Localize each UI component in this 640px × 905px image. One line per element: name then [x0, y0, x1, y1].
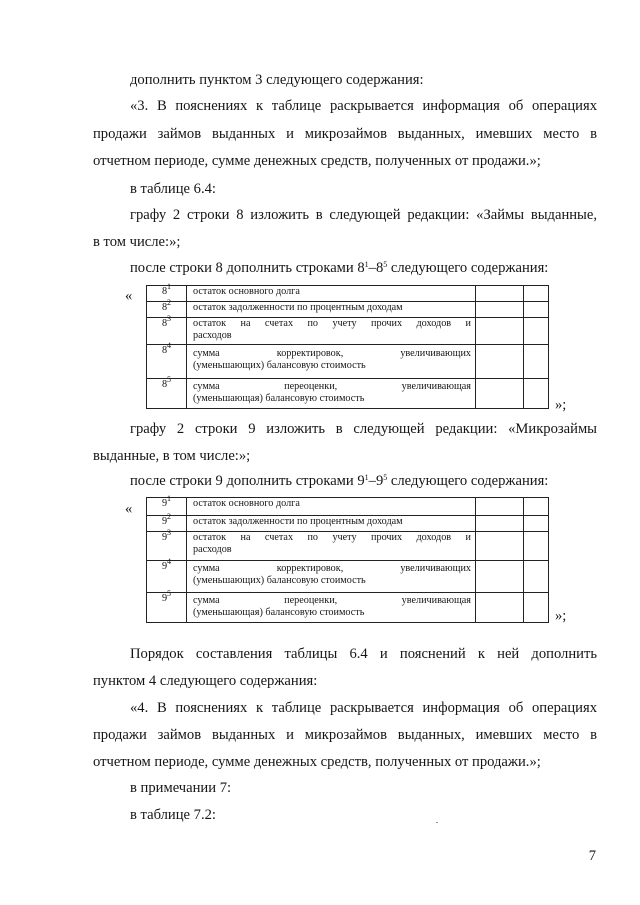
- empty-cell: [476, 498, 524, 516]
- quote-item-4-line-1: «4. В пояснениях к таблице раскрывается информация об операциях: [130, 700, 597, 716]
- table-row: [147, 561, 549, 593]
- para-row8-line-1: графу 2 строки 8 изложить в следующей редакции: «Займы выданные,: [130, 207, 597, 223]
- para-intro: дополнить пунктом 3 следующего содержания:: [130, 72, 424, 88]
- row-label: сумма корректировок, увеличивающих (уменьшающих) балансовую стоимость: [187, 345, 476, 379]
- row-number: $8^3$: [147, 318, 187, 345]
- table2-close-quote: »;: [555, 608, 567, 624]
- table-row: [147, 498, 549, 516]
- table-row: [147, 532, 549, 561]
- para-note-7: в примечании 7:: [130, 780, 232, 796]
- empty-cell: [524, 286, 549, 302]
- table1-open-quote: «: [125, 288, 133, 304]
- quote-item-4-line-2: продажи займов выданных и микрозаймов выданных, имевших место в: [93, 727, 597, 743]
- para-procedure-line-2: пунктом 4 следующего содержания:: [93, 673, 318, 689]
- row-number: $9^1$: [147, 498, 187, 516]
- para-row9-line-2: выданные, в том числе:»;: [93, 448, 251, 464]
- quote-item-4-line-3: отчетном периоде, сумме денежных средств, полученных от продажи.»;: [93, 754, 541, 770]
- empty-cell: [524, 318, 549, 345]
- para-table-6-4: в таблице 6.4:: [130, 181, 216, 197]
- empty-cell: [476, 561, 524, 593]
- row-number: $9^4$: [147, 561, 187, 593]
- para-row8-line-2: в том числе:»;: [93, 234, 181, 250]
- row-label: остаток основного долга: [187, 498, 476, 516]
- row-label: сумма переоценки, увеличивающая (уменьшающая) балансовую стоимость: [187, 379, 476, 409]
- empty-cell: [476, 302, 524, 318]
- empty-cell: [524, 593, 549, 623]
- quote-item-3-line-3: отчетном периоде, сумме денежных средств, полученных от продажи.»;: [93, 153, 541, 169]
- empty-cell: [524, 498, 549, 516]
- row-number: $9^3$: [147, 532, 187, 561]
- row-number: $8^5$: [147, 379, 187, 409]
- empty-cell: [476, 593, 524, 623]
- table-rows-8: [146, 282, 549, 409]
- table-row: [147, 302, 549, 318]
- empty-cell: [524, 561, 549, 593]
- empty-cell: [524, 379, 549, 409]
- quote-item-3-line-2: продажи займов выданных и микрозаймов выданных, имевших место в: [93, 126, 597, 142]
- empty-cell: [524, 345, 549, 379]
- table-row: [147, 516, 549, 532]
- row-label: остаток на счетах по учету прочих доходов и расходов: [187, 532, 476, 561]
- row-label: сумма переоценки, увеличивающая (уменьшающая) балансовую стоимость: [187, 593, 476, 623]
- row-label: сумма корректировок, увеличивающих (уменьшающих) балансовую стоимость: [187, 561, 476, 593]
- empty-cell: [524, 302, 549, 318]
- page-number: 7: [588, 848, 596, 864]
- table-row: [147, 593, 549, 623]
- table-row: [147, 345, 549, 379]
- scan-speck: [436, 822, 438, 823]
- row-number: $9^2$: [147, 516, 187, 532]
- para-table-7-2: в таблице 7.2:: [130, 807, 216, 823]
- empty-cell: [476, 345, 524, 379]
- empty-cell: [524, 532, 549, 561]
- empty-cell: [476, 379, 524, 409]
- table1-close-quote: »;: [555, 397, 567, 413]
- row-label: остаток на счетах по учету прочих доходов и расходов: [187, 318, 476, 345]
- table-row: [147, 379, 549, 409]
- row-number: $8^2$: [147, 302, 187, 318]
- row-number: $8^1$: [147, 286, 187, 302]
- empty-cell: [476, 286, 524, 302]
- table2-open-quote: «: [125, 501, 133, 517]
- para-row9-line-1: графу 2 строки 9 изложить в следующей редакции: «Микрозаймы: [130, 421, 597, 437]
- row-number: $8^4$: [147, 345, 187, 379]
- para-procedure-line-1: Порядок составления таблицы 6.4 и пояснений к ней дополнить: [130, 646, 597, 662]
- row-number: $9^5$: [147, 593, 187, 623]
- empty-cell: [524, 516, 549, 532]
- empty-cell: [476, 516, 524, 532]
- quote-item-3-line-1: «3. В пояснениях к таблице раскрывается информация об операциях: [130, 98, 597, 114]
- table-row: [147, 286, 549, 302]
- empty-cell: [476, 532, 524, 561]
- empty-cell: [476, 318, 524, 345]
- row-label: остаток основного долга: [187, 286, 476, 302]
- para-add-rows-8: после строки 8 дополнить строками $8^1-8^5$ следующего содержания:: [130, 260, 549, 276]
- para-add-rows-9: после строки 9 дополнить строками $9^1-9^5$ следующего содержания:: [130, 473, 549, 489]
- row-label: остаток задолженности по процентным доходам: [187, 302, 476, 318]
- row-label: остаток задолженности по процентным доходам: [187, 516, 476, 532]
- table-rows-9: [146, 494, 549, 623]
- table-row: [147, 318, 549, 345]
